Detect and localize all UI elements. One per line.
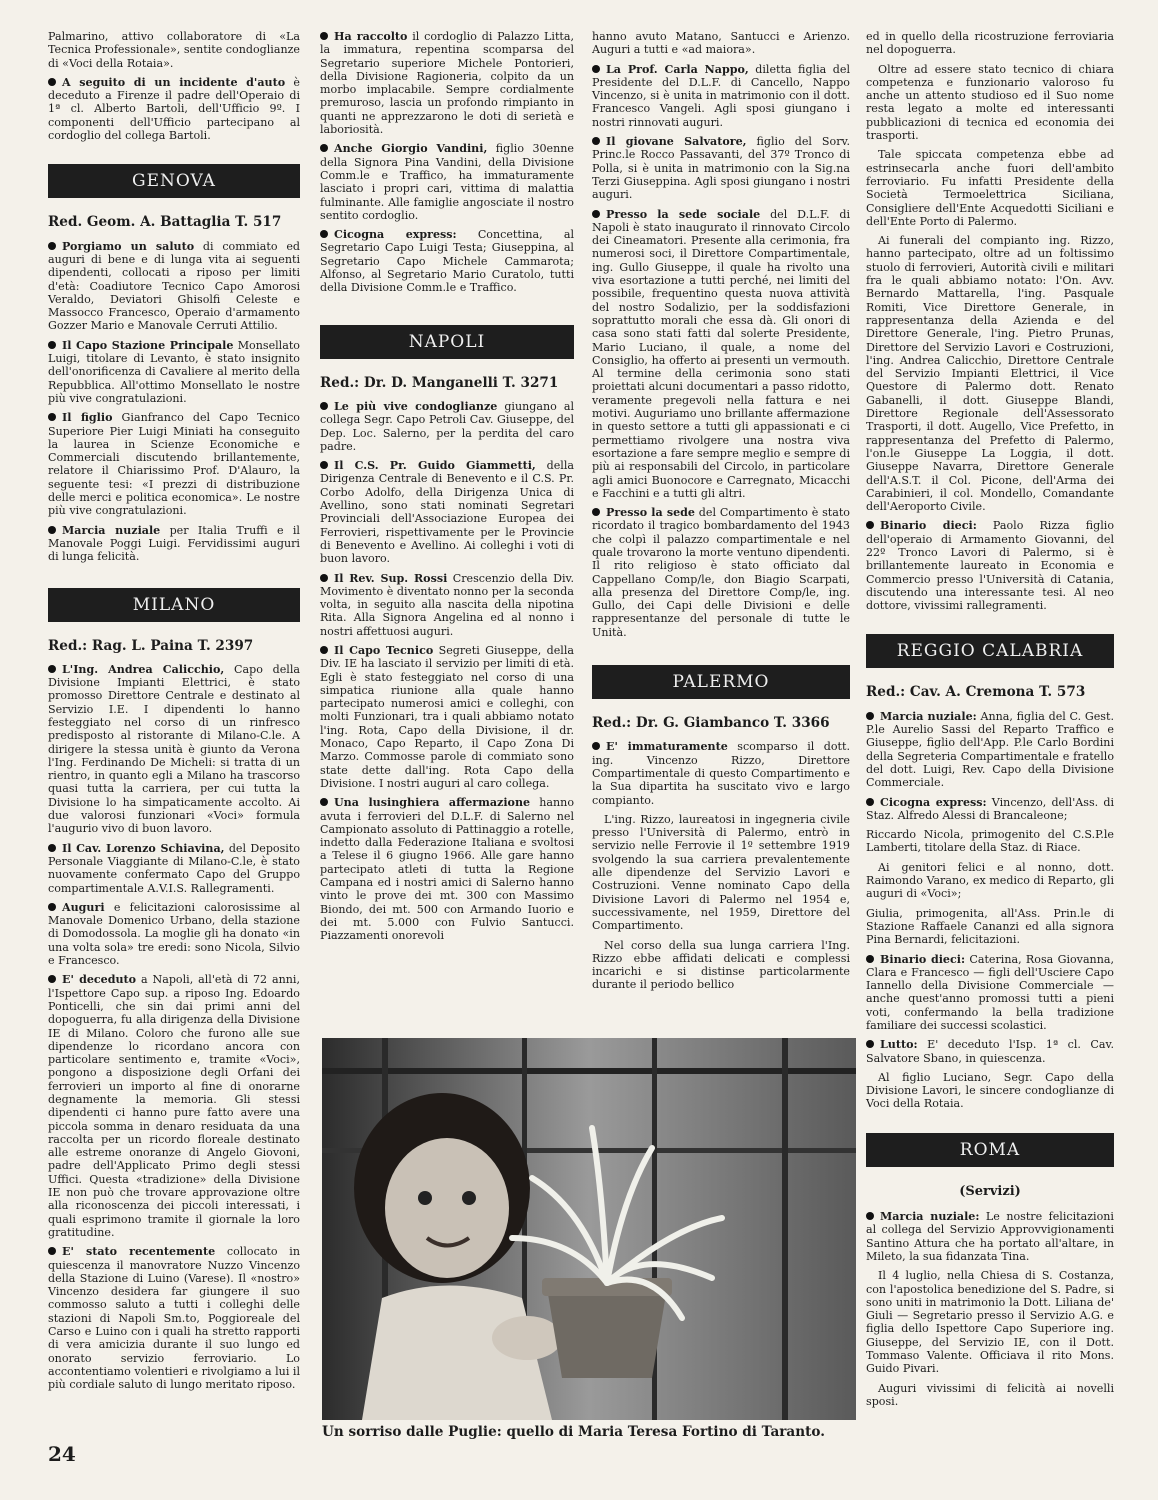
bullet-icon bbox=[320, 402, 328, 410]
news-item bbox=[866, 1210, 1114, 1263]
item-text: del Deposito Personale Viaggiante di Milano-C.le, è stato nuovamente confermato Capo del Gruppo compartimentale A.V.I.S. Rallegramenti. bbox=[48, 841, 300, 895]
news-item bbox=[320, 459, 574, 565]
bullet-icon bbox=[866, 712, 874, 720]
news-item bbox=[48, 973, 300, 1239]
item-text: collocato in quiescenza il manovratore Nuzzo Vincenzo della Stazione di Luino (Varese). Il «nostro» Vincenzo desidera far giungere il suo commosso saluto a tutti i colleghi delle stazioni di Napoli Sm.to, Poggioreale del Carso e Luino con i quali ha stretto rapporti di vera amicizia durante il suo lungo ed onorato servizio ferroviario. Lo accontentiamo volentieri e rivolgiamo a lui il più cordiale saluto di lungo meritato riposo. bbox=[48, 1245, 300, 1392]
item-lead: Il Rev. Sup. Rossi bbox=[334, 571, 448, 585]
news-item bbox=[48, 842, 300, 895]
item-lead: L'Ing. Andrea Calicchio, bbox=[62, 662, 225, 676]
item-lead: Lutto: bbox=[880, 1038, 918, 1052]
paragraph: ed in quello della ricostruzione ferroviaria nel dopoguerra. bbox=[866, 30, 1114, 57]
item-text: E' deceduto l'Isp. 1ª cl. Cav. Salvatore Sbano, in quiescenza. bbox=[866, 1038, 1114, 1065]
item-lead: Binario dieci: bbox=[880, 952, 966, 966]
item-text: della Dirigenza Centrale di Benevento e il C.S. Pr. Corbo Adolfo, della Dirigenza Unica di Avellino, sono stati nominati Segretari Provinciali dell'Associazione Europea dei Ferrovieri, rispettivamente per le Provincie di Benevento e Avellino. Ai colleghi i voti di buon lavoro. bbox=[320, 459, 575, 566]
bullet-icon bbox=[866, 798, 874, 806]
paragraph: Ai funerali del compianto ing. Rizzo, hanno partecipato, oltre ad un foltissimo stuolo di ferrovieri, Autorità civili e militari fra le quali abbiamo notato: l'On. Avv. Bernardo Mattarella, l'ing. Pasquale Romiti, Vice Direttore Generale, in rappresentanza della Azienda e del Direttore Generale, l'ing. Pietro Prunas, Direttore del Servizio Lavori e Costruzioni, l'ing. Andrea Calicchio, Direttore Centrale del Servizio Impianti Elettrici, il Vice Questore di Palermo dott. Renato Gabanelli, il dott. Giuseppe Blandi, Direttore Regionale dell'Assessorato Trasporti, il dott. Augello, Vice Prefetto, in rappresentanza del Prefetto di Palermo, l'on.le Giuseppe La Loggia, il dott. Giuseppe Navarra, Direttore Generale dell'A.S.T. il Col. Picone, dell'Arma dei Carabinieri, il col. Mondello, Comandante dell'Aeroporto Civile. bbox=[866, 234, 1114, 514]
item-lead: Il Cav. Lorenzo Schiavina, bbox=[62, 841, 225, 855]
item-text: giungano al collega Segr. Capo Petroli Cav. Giuseppe, del Dep. Loc. Salerno, per la perdita del caro padre. bbox=[320, 399, 574, 453]
section-editor: Red.: Dr. D. Manganelli T. 3271 bbox=[320, 374, 559, 391]
item-lead: Auguri bbox=[62, 900, 105, 914]
item-text: per Italia Truffi e il Manovale Poggi Luigi. Fervidissimi auguri di lunga felicità. bbox=[48, 523, 300, 564]
item-text: del D.L.F. di Napoli è stato inaugurato il rinnovato Circolo dei Cineamatori. Presente alla cerimonia, fra numerosi soci, il Direttore Compartimentale, ing. Gullo Giuseppe, il quale ha rivolto una viva esortazione a tutti perché, nei limiti del possibile, frequentino questa nuova attività del nostro Sodalizio, per la soddisfazioni soprattutto morali che essa dà. Gli onori di casa sono stati fatti dal solerte Presidente, Mario Luciano, il quale, a nome del Consiglio, ha offerto ai presenti un vermouth. Al termine della cerimonia sono stati proiettati alcuni documentari a passo ridotto, veramente pregevoli nella fattura e nei motivi. Auguriamo uno brillante affermazione in questo settore a tutti gli appassionati e ci permettiamo rivolgere una nostra viva esortazione a fare sempre meglio e sempre di più ai responsabili del Circolo, in particolare agli amici Buonocore e Carregnato, Micacchi e Facchini e a tutti gli altri. bbox=[592, 207, 850, 500]
paragraph: L'ing. Rizzo, laureatosi in ingegneria civile presso l'Università di Palermo, entrò in servizio nelle Ferrovie il 1º settembre 1919 svolgendo la sua carriera prevalentemente alle dipendenze del Servizio Lavori e Costruzioni. Venne nominato Capo della Divisione Lavori di Palermo nel 1954 e, successivamente, nel 1959, Direttore del Compartimento. bbox=[592, 812, 850, 933]
news-item bbox=[592, 506, 850, 639]
item-lead: Il figlio bbox=[62, 411, 113, 425]
item-lead: A seguito di un incidente d'auto bbox=[62, 75, 286, 89]
item-lead: Una lusinghiera affermazione bbox=[334, 796, 531, 810]
bullet-icon bbox=[320, 646, 328, 654]
news-item bbox=[48, 1245, 300, 1391]
paragraph: Al figlio Luciano, Segr. Capo della Divisione Lavori, le sincere condoglianze di Voci della Rotaia. bbox=[866, 1070, 1114, 1111]
paragraph: Nel corso della sua lunga carriera l'Ing. Rizzo ebbe affidati delicati e complessi incarichi e si distinse particolarmente durante il periodo bellico bbox=[592, 938, 850, 992]
section-header-genova: GENOVA bbox=[48, 164, 300, 198]
item-lead: Cicogna express: bbox=[880, 795, 987, 809]
item-lead: E' stato recentemente bbox=[62, 1245, 216, 1259]
item-text: Concettina, al Segretario Capo Luigi Testa; Giuseppina, al Segretario Capo Michele Cammarota; Alfonso, al Segretario Mario Curatolo, tutti della Divisione Comm.le e Traffico. bbox=[320, 228, 574, 295]
column-2 bbox=[320, 30, 574, 949]
bullet-icon bbox=[320, 574, 328, 582]
section-editor: Red.: Rag. L. Paina T. 2397 bbox=[48, 637, 254, 654]
news-item bbox=[48, 524, 300, 564]
bullet-icon bbox=[592, 137, 600, 145]
item-text: Capo della Divisione Impianti Elettrici, è stato promosso Direttore Centrale e destinato al Servizio I.E. I dipendenti lo hanno festeggiato nel corso di un rinfresco predisposto al ristorante di Milano-C.le. A dirigere la stessa unità è giunto da Verona l'Ing. Ferdinando De Micheli: si tratta di un rientro, in quanto egli a Milano ha trascorso quasi tutta la carriera, per cui tutta la Divisione lo ha simpaticamente accolto. Ai due valorosi funzionari «Voci» formula l'augurio vivo di buon lavoro. bbox=[48, 662, 300, 836]
item-lead: Il Capo Stazione Principale bbox=[62, 338, 234, 352]
paragraph: Auguri vivissimi di felicità ai novelli sposi. bbox=[866, 1381, 1114, 1408]
bullet-icon bbox=[320, 798, 328, 806]
news-item bbox=[320, 400, 574, 453]
photo-child-with-plant bbox=[322, 1038, 856, 1420]
item-text: di commiato ed auguri di bene e di lunga vita ai seguenti dipendenti, collocati a riposo per limiti d'età: Coadiutore Tecnico Capo Amorosi Veraldo, Deviatori Ghisolfi Celeste e Massocco Francesco, Operaio d'armamento Gozzer Mario e Manovale Cerruti Attilio. bbox=[48, 239, 300, 333]
news-item bbox=[48, 411, 300, 517]
item-text: Gianfranco del Capo Tecnico Superiore Pier Luigi Miniati ha conseguito la laurea in Scienze Economiche e Commerciali discutendo brillantemente, relatore il Chiarissimo Prof. D'Alauro, la seguente tesi: «I prezzi di distribuzione delle merci e politica economica». Le nostre più vive congratulazioni. bbox=[48, 411, 300, 518]
news-item bbox=[866, 710, 1114, 790]
section-header-reggio-calabria: REGGIO CALABRIA bbox=[866, 634, 1114, 668]
news-item bbox=[48, 339, 300, 405]
section-header-milano: MILANO bbox=[48, 588, 300, 622]
bullet-icon bbox=[48, 665, 56, 673]
item-text: Vincenzo, dell'Ass. di Staz. Alfredo Alessi di Brancaleone; bbox=[866, 795, 1114, 822]
section-editor: Red.: Dr. G. Giambanco T. 3366 bbox=[592, 715, 830, 732]
item-text: Paolo Rizza figlio dell'operaio di Armamento Giovanni, del 22º Tronco Lavori di Palermo, si è brillantemente laureato in Economia e Commercio presso l'Università di Catania, discutendo una interessante tesi. Al neo dottore, vivissimi rallegramenti. bbox=[866, 519, 1114, 613]
bullet-icon bbox=[866, 521, 874, 529]
paragraph: Ai genitori felici e al nonno, dott. Raimondo Varano, ex medico di Reparto, gli auguri di «Voci»; bbox=[866, 860, 1114, 901]
bullet-icon bbox=[592, 210, 600, 218]
bullet-icon bbox=[866, 1040, 874, 1048]
item-text: Crescenzio della Div. Movimento è diventato nonno per la seconda volta, in seguito alla nascita della nipotina Rita. Alla Signora Angelina ed al nonno i nostri affettuosi auguri. bbox=[320, 571, 574, 638]
bullet-icon bbox=[320, 461, 328, 469]
item-lead: Il C.S. Pr. Guido Giammetti, bbox=[334, 459, 536, 473]
bullet-icon bbox=[48, 341, 56, 349]
column-3 bbox=[592, 30, 850, 998]
bullet-icon bbox=[48, 975, 56, 983]
item-lead: Marcia nuziale bbox=[62, 523, 161, 537]
bullet-icon bbox=[48, 78, 56, 86]
photo-illustration bbox=[322, 1038, 856, 1420]
item-lead: Il Capo Tecnico bbox=[334, 643, 434, 657]
item-text: e felicitazioni calorosissime al Manovale Domenico Urbano, della stazione di Domodossola. La moglie gli ha donato «in una volta sola» tre eredi: sono Nicola, Silvio e Francesco. bbox=[48, 900, 300, 968]
news-item bbox=[48, 663, 300, 836]
item-text: è deceduto a Firenze il padre dell'Operaio di 1ª cl. Alberto Bartoli, dell'Ufficio 9º. I componenti dell'Ufficio partecipano al cordoglio del collega Bartoli. bbox=[48, 75, 300, 143]
paragraph: Oltre ad essere stato tecnico di chiara competenza e funzionario valoroso fu anche un attento studioso ed il Suo nome resta legato a molte ed interessanti pubblicazioni di tecnica ed economia dei trasporti. bbox=[866, 62, 1114, 143]
item-lead: Binario dieci: bbox=[880, 519, 977, 533]
section-header-roma: ROMA bbox=[866, 1133, 1114, 1167]
section-header-napoli: NAPOLI bbox=[320, 325, 574, 359]
news-item bbox=[866, 796, 1114, 823]
item-text: diletta figlia del Presidente del D.L.F. di Cancello, Nappo Vincenzo, si è unita in matrimonio con il dott. Francesco Vangeli. Agli sposi giungano i nostri rinnovati auguri. bbox=[592, 62, 850, 129]
paragraph: Giulia, primogenita, all'Ass. Prin.le di Stazione Raffaele Cananzi ed alla signora Pina Bernardi, felicitazioni. bbox=[866, 906, 1114, 947]
news-item bbox=[320, 228, 574, 294]
news-item bbox=[320, 644, 574, 790]
bullet-icon bbox=[320, 144, 328, 152]
paragraph: hanno avuto Matano, Santucci e Arienzo. Auguri a tutti e «ad maiora». bbox=[592, 30, 850, 57]
news-item bbox=[48, 240, 300, 333]
bullet-icon bbox=[866, 955, 874, 963]
item-lead: Cicogna express: bbox=[334, 228, 457, 242]
item-lead: Anche Giorgio Vandini, bbox=[334, 142, 488, 156]
item-lead: Le più vive condoglianze bbox=[334, 399, 498, 413]
news-item bbox=[320, 572, 574, 638]
news-item bbox=[320, 30, 574, 136]
news-item bbox=[866, 519, 1114, 612]
photo-caption: Un sorriso dalle Puglie: quello di Maria Teresa Fortino di Taranto. bbox=[322, 1424, 825, 1440]
bullet-icon bbox=[48, 1247, 56, 1255]
paragraph: Il 4 luglio, nella Chiesa di S. Costanza, con l'apostolica benedizione del S. Padre, si sono uniti in matrimonio la Dott. Liliana de' Giuli — Segretario presso il Servizio A.G. e figlia dello Ispettore Capo Superiore ing. Giuseppe, del Servizio IE, con il Dott. Tommaso Valente. Officiava il rito Mons. Guido Pivari. bbox=[866, 1269, 1114, 1376]
news-item bbox=[320, 142, 574, 222]
item-text: a Napoli, all'età di 72 anni, l'Ispettore Capo sup. a riposo Ing. Edoardo Ponticelli, che sin dai primi anni del dopoguerra, fu alla dirigenza della Divisione IE di Milano. Coloro che furono alle sue dipendenze lo ricordano ancora con particolare sentimento e, tramite «Voci», pongono a disposizione degli Orfani dei ferrovieri un importo al fine di onorarne degnamente la memoria. Gli stessi dipendenti ci hanno pure fatto avere una piccola somma in denaro residuata da una raccolta per un ricordo floreale destinato alle estreme onoranze di Angelo Giovoni, padre dell'Applicato Primo degli stessi Uffici. Questa «tradizione» della Divisione IE non può che trovare approvazione oltre alla riconoscenza dei piccoli interessati, i quali esprimono tramite il giornale la loro gratitudine. bbox=[48, 973, 300, 1239]
paragraph: Riccardo Nicola, primogenito del C.S.P.le Lamberti, titolare della Staz. di Riace. bbox=[866, 828, 1114, 855]
item-text: scomparso il dott. ing. Vincenzo Rizzo, Direttore Compartimentale di questo Compartimento e la Sua dipartita ha suscitato vivo e largo compianto. bbox=[592, 740, 850, 807]
news-item bbox=[592, 740, 850, 806]
bullet-icon bbox=[320, 32, 328, 40]
bullet-icon bbox=[48, 844, 56, 852]
bullet-icon bbox=[592, 508, 600, 516]
news-item bbox=[592, 63, 850, 129]
bullet-icon bbox=[866, 1212, 874, 1220]
news-item bbox=[866, 1038, 1114, 1065]
section-editor: Red. Geom. A. Battaglia T. 517 bbox=[48, 214, 282, 231]
section-header-palermo: PALERMO bbox=[592, 665, 850, 699]
item-lead: Marcia nuziale: bbox=[880, 709, 977, 723]
item-text: del Compartimento è stato ricordato il tragico bombardamento del 1943 che colpì il palazzo compartimentale e nel quale trovarono la morte ventuno dipendenti. Il rito religioso è stato officiato dal Cappellano Comp/le, don Biagio Scarpati, alla presenza del Direttore Comp/le, ing. Gullo, dei Capi delle Divisioni e delle rappresentanze del personale di tutte le Unità. bbox=[592, 506, 850, 639]
bullet-icon bbox=[48, 413, 56, 421]
item-text: hanno avuta i ferrovieri del D.L.F. di Salerno nel Campionato assoluto di Pattinaggio a rotelle, indetto dalla Federazione Italiana e svoltosi a Telese il 6 giugno 1966. Alle gare hanno partecipato atleti di tutta la Regione Campana ed i nostri amici di Salerno hanno vinto le prove dei mt. 300 con Massimo Biondo, dei mt. 500 con Armando Iuorio e dei mt. 5.000 con Fulvio Santucci. Piazzamenti onorevoli bbox=[320, 796, 574, 943]
page-number: 24 bbox=[48, 1442, 76, 1466]
item-text: Segreti Giuseppe, della Div. IE ha lasciato il servizio per limiti di età. Egli è stato festeggiato nel corso di una simpatica riunione alla quale hanno partecipato numerosi amici e colleghi, con molti Funzionari, tra i quali abbiamo notato l'ing. Rota, Capo della Divisione, il dr. Monaco, Capo Reparto, il Capo Zona Di Marzo. Commosse parole di commiato sono state dette dall'ing. Rota Capo della Divisione. I nostri auguri al caro collega. bbox=[320, 643, 574, 790]
item-lead: E' deceduto bbox=[62, 973, 137, 987]
item-text: Monsellato Luigi, titolare di Levanto, è stato insignito dell'onorificenza di Cavaliere al merito della Repubblica. All'ottimo Monsellato le nostre più vive congratulazioni. bbox=[48, 338, 300, 405]
bullet-icon bbox=[48, 242, 56, 250]
item-lead: E' immaturamente bbox=[606, 740, 728, 754]
item-text: Anna, figlia del C. Gest. P.le Aurelio Sassi del Reparto Traffico e Giuseppe, figlio dell'App. P.le Carlo Bordini della Segreteria Compartimentale e fratello del dott. Luigi, Rev. Capo della Divisione Commerciale. bbox=[866, 709, 1114, 790]
item-lead: Presso la sede bbox=[606, 506, 695, 520]
news-item bbox=[320, 796, 574, 942]
bullet-icon bbox=[592, 65, 600, 73]
item-text: il cordoglio di Palazzo Litta, la immatura, repentina scomparsa del Segretario superiore Michele Pontorieri, della Divisione Ragioneria, colpito da un morbo implacabile. Sempre cordialmente premuroso, lascia un profondo rimpianto in quanti ne apprezzarono le doti di serietà e laboriosità. bbox=[320, 30, 575, 137]
item-lead: Presso la sede sociale bbox=[606, 207, 761, 221]
item-text: figlio del Sorv. Princ.le Rocco Passavanti, del 37º Tronco di Polla, si è unita in matrimonio con la Sig.na Terzi Giuseppina. Agli sposi giungano i nostri auguri. bbox=[592, 135, 850, 202]
bullet-icon bbox=[592, 742, 600, 750]
news-item bbox=[48, 901, 300, 967]
column-4 bbox=[866, 30, 1114, 1414]
item-text: Le nostre felicitazioni al collega del Servizio Approvvigionamenti Santino Attura che ha portato all'altare, in Mileto, la sua fidanzata Tina. bbox=[866, 1210, 1114, 1263]
bullet-icon bbox=[48, 526, 56, 534]
item-lead: Marcia nuziale: bbox=[880, 1210, 980, 1224]
section-subtitle: (Servizi) bbox=[959, 1183, 1021, 1199]
bullet-icon bbox=[48, 903, 56, 911]
item-lead: Porgiamo un saluto bbox=[62, 239, 195, 253]
section-editor: Red.: Cav. A. Cremona T. 573 bbox=[866, 684, 1086, 701]
news-item bbox=[866, 953, 1114, 1033]
news-item bbox=[592, 135, 850, 201]
item-lead: Il giovane Salvatore, bbox=[606, 135, 747, 149]
news-item bbox=[48, 76, 300, 142]
item-text: Caterina, Rosa Giovanna, Clara e Francesco — figli dell'Usciere Capo Iannello della Divisione Commerciale — anche quest'anno promossi tutti a pieni voti, confermando la bella tradizione familiare dei successi scolastici. bbox=[866, 952, 1114, 1032]
item-lead: Ha raccolto bbox=[334, 30, 408, 43]
item-lead: La Prof. Carla Nappo, bbox=[606, 62, 749, 76]
bullet-icon bbox=[320, 230, 328, 238]
item-text: figlio 30enne della Signora Pina Vandini, della Divisione Comm.le e Traffico, ha immaturamente lasciato i propri cari, vittima di malattia fulminante. Alle famiglie angosciate il nostro sentito cordoglio. bbox=[320, 142, 574, 222]
column-1 bbox=[48, 30, 300, 1398]
news-item bbox=[592, 208, 850, 501]
paragraph: Tale spiccata competenza ebbe ad estrinsecarla anche fuori dell'ambito ferroviario. Fu infatti Presidente della Società Termoelettrica Siciliana, Consigliere dell'Ente Acquedotti Siciliani e dell'Ente Porto di Palermo. bbox=[866, 148, 1114, 228]
paragraph: Palmarino, attivo collaboratore di «La Tecnica Professionale», sentite condoglianze di «Voci della Rotaia». bbox=[48, 30, 300, 70]
